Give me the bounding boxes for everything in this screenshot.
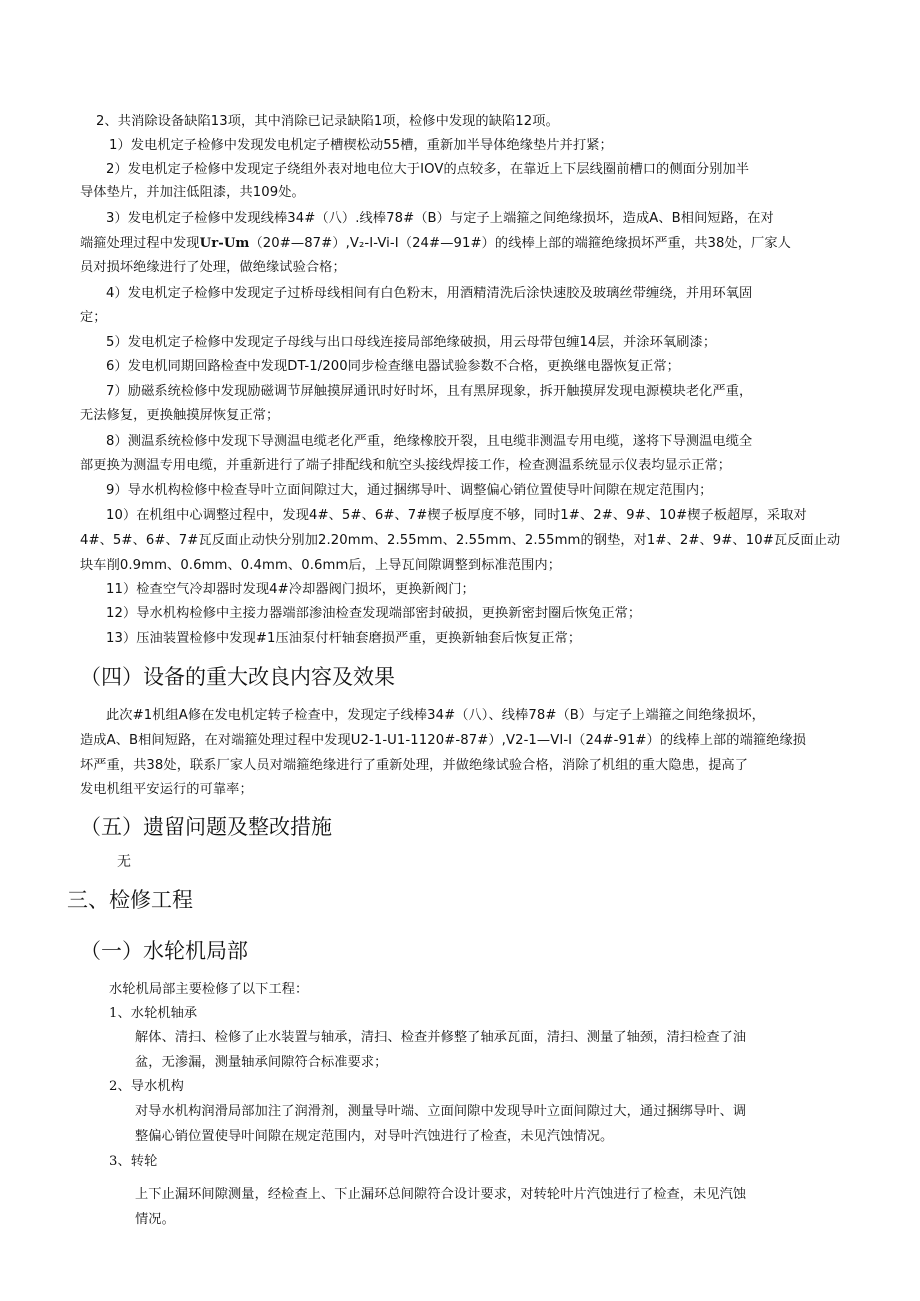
section-four-paragraph-line-1: 此次#1机组A修在发电机定转子检查中，发现定子线棒34#（八）、线棒78#（B）与定子上端箍之间绝缘损坏， — [106, 708, 765, 723]
defects-summary-line: 2、共消除设备缺陷13项，其中消除已记录缺陷1项，检修中发现的缺陷12项。 — [96, 114, 559, 129]
section-four-paragraph-line-2: 造成A、B相间短路，在对端箍处理过程中发现U2-1-U1-1120#-87#）,V2-1—VI-I（24#-91#）的线棒上部的端箍绝缘损 — [80, 733, 807, 748]
defect-item-12: 12）导水机构检修中主接力器端部渗油检查发现端部密封破损，更换新密封圈后恢兔正常； — [106, 606, 642, 621]
defect-item-10-line-3: 块车削0.9mm、0.6mm、0.4mm、0.6mm后，上导瓦间隙调整到标准范围内； — [80, 558, 561, 573]
item-2-line-1: 对导水机构润滑局部加注了润滑剂，测量导叶端、立面间隙中发现导叶立面间隙过大，通过捆绑导叶、调 — [135, 1104, 747, 1119]
defect-item-13: 13）压油装置检修中发现#1压油泵付杆轴套磨损严重，更换新轴套后恢复正常； — [106, 631, 582, 646]
defect-item-2-line-2: 导体垫片，并加注低阻漆，共109处。 — [80, 185, 305, 200]
defect-item-11: 11）检查空气冷却器时发现4#冷却器阀门损坏，更换新阀门； — [106, 582, 475, 597]
item-2-title: 2、导水机构 — [109, 1079, 184, 1094]
section-four-heading: （四）设备的重大改良内容及效果 — [80, 665, 395, 689]
defect-item-4-line-1: 4）发电机定子检修中发现定子过桥母线相间有白色粉末，用酒精清洗后涂快速胶及玻璃丝带缠绕，并用环氧固 — [106, 286, 753, 301]
defect-item-7-line-2: 无法修复，更换触摸屏恢复正常； — [80, 408, 280, 423]
defect-item-4-line-2: 定； — [80, 310, 107, 325]
item-1-line-2: 盆，无渗漏，测量轴承间隙符合标准要求； — [135, 1055, 388, 1070]
section-three-heading: 三、检修工程 — [67, 888, 193, 912]
section-four-paragraph-line-4: 发电机组平安运行的可靠率； — [80, 782, 253, 797]
item-3-line-2: 情况。 — [135, 1212, 175, 1227]
section-four-paragraph-line-3: 坏严重，共38处，联系厂家人员对端箍绝缘进行了重新处理，并做绝缘试验合格，消除了机组的重大隐患，提高了 — [80, 758, 749, 773]
defect-item-8-line-1: 8）测温系统检修中发现下导测温电缆老化严重，绝缘橡胶开裂，且电缆非测温专用电缆，遂将下导测温电缆全 — [106, 434, 753, 449]
defect-item-7-line-1: 7）励磁系统检修中发现励磁调节屏触摸屏通讯时好时坏，且有黑屏现象，拆开触摸屏发现电源模块老化严重， — [106, 384, 753, 399]
defect-item-3-line-3: 员对损坏绝缘进行了处理，做绝缘试验合格； — [80, 260, 346, 275]
item-1-title: 1、水轮机轴承 — [109, 1006, 198, 1021]
defect-item-3-line-2 — [80, 235, 791, 253]
defect-item-9: 9）导水机构检修中检查导叶立面间隙过大，通过捆绑导叶、调整偏心销位置使导叶间隙在规定范围内； — [106, 483, 713, 498]
item-3-line-1: 上下止漏环间隙测量，经检查上、下止漏环总间隙符合设计要求，对转轮叶片汽蚀进行了检查，未见汽蚀 — [135, 1187, 747, 1202]
section-three-subheading: （一）水轮机局部 — [80, 939, 248, 963]
defect-item-1: 1）发电机定子检修中发现发电机定子槽楔松动55槽，重新加半导体绝缘垫片并打紧； — [109, 138, 613, 153]
defect-item-3-code: Ur-Um — [199, 236, 250, 251]
section-five-content: 无 — [117, 854, 132, 870]
section-three-intro: 水轮机局部主要检修了以下工程： — [109, 982, 309, 997]
defect-item-6: 6）发电机同期回路检查中发现DT-1/200同步检查继电器试验参数不合格，更换继电器恢复正常； — [106, 359, 680, 374]
defect-item-8-line-2: 部更换为测温专用电缆，并重新进行了端子排配线和航空头接线焊接工作，检查测温系统显示仪表均显示正常； — [80, 458, 732, 473]
defect-item-5: 5）发电机定子检修中发现定子母线与出口母线连接局部绝缘破损，用云母带包缠14层，并涂环氧刷漆； — [106, 335, 717, 350]
item-1-line-1: 解体、清扫、检修了止水装置与轴承，清扫、检查并修整了轴承瓦面，清扫、测量了轴颈，清扫检查了油 — [135, 1030, 747, 1045]
defect-item-10-line-2: 4#、5#、6#、7#瓦反面止动快分别加2.20mm、2.55mm、2.55mm、2.55mm的钢垫，对1#、2#、9#、10#瓦反面止动 — [80, 533, 841, 548]
section-five-heading: （五）遗留问题及整改措施 — [80, 815, 332, 839]
defect-item-10-line-1: 10）在机组中心调整过程中，发现4#、5#、6#、7#楔子板厚度不够，同时1#、2#、9#、10#楔子板超厚，采取对 — [106, 508, 807, 523]
defect-item-3-text-a: 端箍处理过程中发现 — [80, 236, 200, 251]
defect-item-3-line-1: 3）发电机定子检修中发现线棒34#（八）.线棒78#（B）与定子上端箍之间绝缘损坏，造成A、B相间短路，在对 — [106, 211, 774, 226]
defect-item-2-line-1: 2）发电机定子检修中发现定子绕组外表对地电位大于IOV的点较多，在靠近上下层线圈前槽口的侧面分别加半 — [106, 162, 750, 177]
item-2-line-2: 整偏心销位置使导叶间隙在规定范围内，对导叶汽蚀进行了检查，未见汽蚀情况。 — [135, 1129, 614, 1144]
item-3-title: 3、转轮 — [109, 1154, 158, 1169]
defect-item-3-text-b: （20#—87#）,V₂-I-Vi-I（24#—91#）的线棒上部的端箍绝缘损坏严重，共38处，厂家人 — [249, 236, 791, 251]
